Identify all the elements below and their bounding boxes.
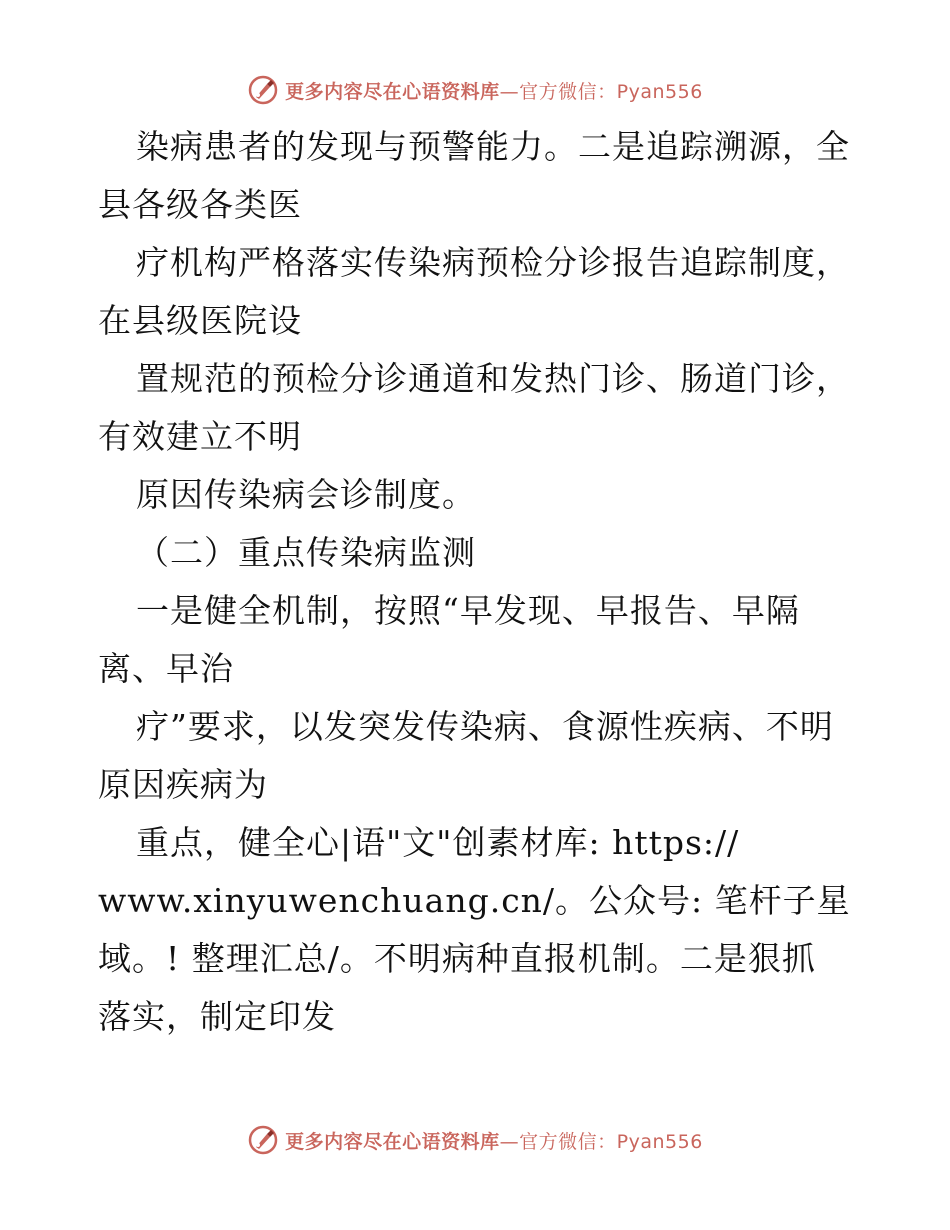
pen-logo-icon — [247, 1124, 279, 1156]
watermark-contact: 官方微信：Pyan556 — [519, 80, 703, 103]
text-line: 有效建立不明 — [98, 417, 302, 456]
text-line: 落实，制定印发 — [98, 997, 336, 1036]
text-line: 原因传染病会诊制度。 — [136, 475, 476, 514]
text-line: 离、早治 — [98, 649, 234, 688]
text-line: 一是健全机制，按照“早发现、早报告、早隔 — [136, 591, 800, 630]
text-line: 置规范的预检分诊通道和发热门诊、肠道门诊， — [136, 359, 850, 398]
watermark-title: 更多内容尽在心语资料库 — [285, 1130, 500, 1153]
watermark-separator: — — [499, 80, 520, 103]
text-line: www.xinyuwenchuang.cn/。公众号: 笔杆子星 — [98, 881, 851, 920]
text-line: 疗”要求，以发突发传染病、食源性疾病、不明 — [136, 707, 834, 746]
watermark-text — [285, 77, 703, 104]
document-body — [98, 118, 858, 1046]
text-line: 重点，健全心|语"文"创素材库: https:// — [136, 823, 740, 862]
watermark-separator: — — [499, 1130, 520, 1153]
header-watermark — [0, 70, 950, 110]
text-line: 域。! 整理汇总/。不明病种直报机制。二是狠抓 — [98, 939, 816, 978]
text-line: 原因疾病为 — [98, 765, 268, 804]
pen-logo-icon — [247, 74, 279, 106]
text-line: 染病患者的发现与预警能力。二是追踪溯源，全 — [136, 127, 850, 166]
footer-watermark — [0, 1120, 950, 1160]
watermark-contact: 官方微信：Pyan556 — [519, 1130, 703, 1153]
text-line: 县各级各类医 — [98, 185, 302, 224]
text-line: 疗机构严格落实传染病预检分诊报告追踪制度， — [136, 243, 850, 282]
text-line: （二）重点传染病监测 — [136, 533, 476, 572]
watermark-title: 更多内容尽在心语资料库 — [285, 80, 500, 103]
watermark-text — [285, 1127, 703, 1154]
text-line: 在县级医院设 — [98, 301, 302, 340]
